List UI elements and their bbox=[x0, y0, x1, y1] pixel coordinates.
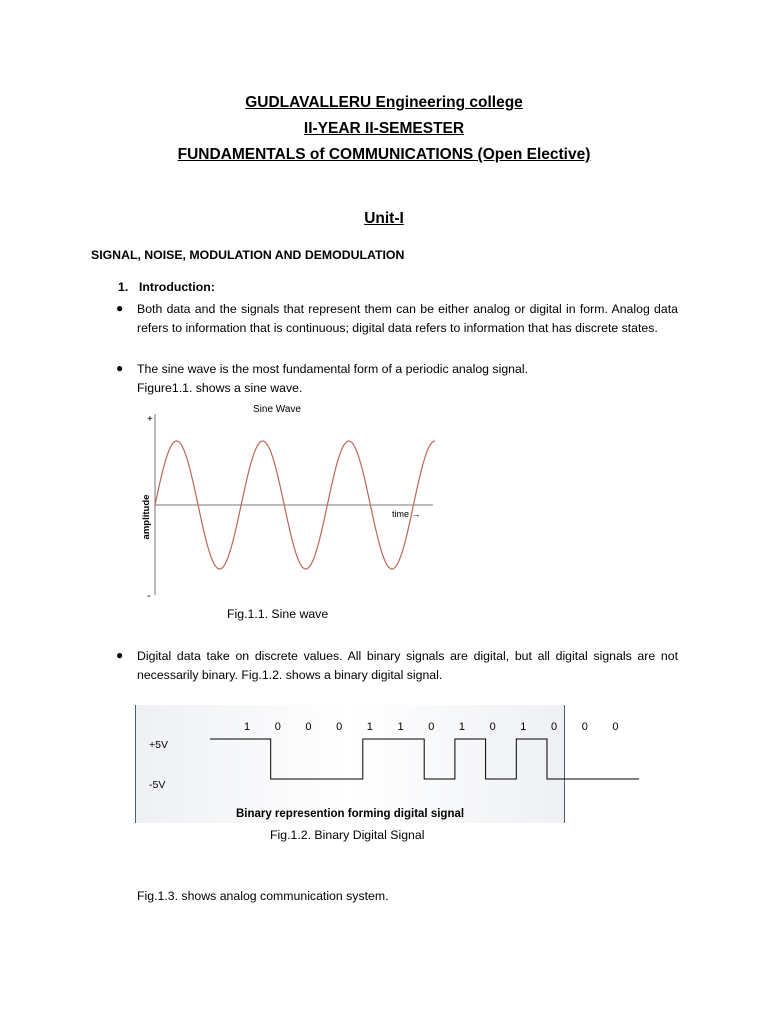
bit-label: 0 bbox=[489, 721, 496, 733]
minus-label: - bbox=[147, 590, 151, 602]
binary-signal-chart bbox=[135, 705, 619, 823]
bullet-icon: ● bbox=[116, 301, 124, 315]
bit-label: 0 bbox=[274, 721, 281, 733]
bullet-binary: Digital data take on discrete values. All binary signals are digital, but all digital signals are not necessarily binary. Fig.1.2. shows a binary digital signal. bbox=[137, 649, 678, 682]
bit-label: 0 bbox=[551, 721, 558, 733]
x-axis-label: time → bbox=[392, 509, 421, 519]
course-title: FUNDAMENTALS of COMMUNICATIONS (Open Elective) bbox=[177, 146, 591, 163]
figure1-reference: Figure1.1. shows a sine wave. bbox=[137, 381, 303, 395]
chart-title: Sine Wave bbox=[253, 404, 301, 415]
bit-label: 1 bbox=[520, 721, 527, 733]
figure-background bbox=[135, 705, 565, 823]
college-title: GUDLAVALLERU Engineering college bbox=[245, 94, 523, 111]
section-title: SIGNAL, NOISE, MODULATION AND DEMODULATION bbox=[91, 248, 405, 262]
intro-heading: Introduction: bbox=[139, 280, 215, 294]
figure2-caption: Fig.1.2. Binary Digital Signal bbox=[270, 828, 425, 842]
bit-label: 0 bbox=[612, 721, 619, 733]
bit-label: 0 bbox=[581, 721, 588, 733]
bullet-analog-digital: Both data and the signals that represent them can be either analog or digital in form. Analog data refers to information that is continuous; digital data refers to information that has discrete states. bbox=[137, 302, 678, 335]
low-level-label: -5V bbox=[149, 779, 166, 791]
bullet-icon: ● bbox=[116, 361, 124, 375]
figure3-reference: Fig.1.3. shows analog communication system. bbox=[137, 889, 389, 903]
unit-title: Unit-I bbox=[364, 210, 404, 227]
bit-label: 1 bbox=[244, 721, 251, 733]
bullet-sine-wave: The sine wave is the most fundamental form of a periodic analog signal. bbox=[137, 362, 528, 376]
figure1-caption: Fig.1.1. Sine wave bbox=[227, 607, 329, 621]
bit-label: 0 bbox=[336, 721, 343, 733]
bit-label: 1 bbox=[366, 721, 373, 733]
intro-number: 1. bbox=[118, 280, 129, 294]
bit-label: 1 bbox=[458, 721, 466, 733]
semester-title: II-YEAR II-SEMESTER bbox=[303, 120, 465, 137]
bit-label: 0 bbox=[428, 721, 435, 733]
y-axis-label: amplitude bbox=[141, 494, 152, 540]
bit-label: 0 bbox=[305, 721, 312, 733]
bit-label: 1 bbox=[397, 721, 404, 733]
bullet-icon: ● bbox=[116, 648, 124, 662]
high-level-label: +5V bbox=[149, 739, 168, 751]
sine-wave-chart bbox=[137, 400, 437, 604]
binary-figure-title: Binary represention forming digital signal bbox=[235, 808, 465, 820]
plus-label: + bbox=[147, 414, 153, 425]
